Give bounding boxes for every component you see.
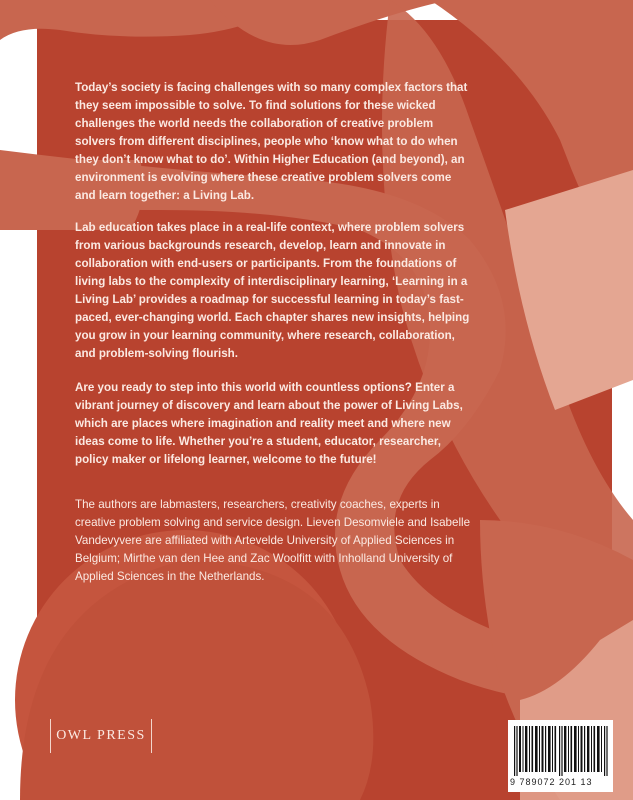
- isbn-number: 9 789072 201 13: [510, 777, 593, 787]
- barcode-bars: [514, 726, 608, 776]
- publisher-logo: [50, 719, 152, 753]
- intro-paragraph: Today’s society is facing challenges with so many complex factors that they seem impossible to solve. To find solutions for these wicked challenges the world needs the collaboration of creative problem solvers from different disciplines, people who ‘know what to do when they don’t know what to do’. Within Higher Education (and beyond), an environment is evolving where these creative problem solvers come and learn together: a Living Lab.: [75, 81, 468, 202]
- authors-paragraph: The authors are labmasters, researchers, creativity coaches, experts in creative problem solving and service design. Lieven Desomviele and Isabelle Vandevyvere are affiliated with Artevelde University of Applied Sciences in Belgium; Mirthe van den Hee and Zac Woolfitt with Inholland University of Applied Sciences in the Netherlands.: [75, 498, 471, 583]
- lab-education-paragraph: Lab education takes place in a real-life context, where problem solvers from various backgrounds research, develop, learn and innovate in collaboration with end-users or participants. From the foundations of living labs to the complexity of interdisciplinary learning, ‘Learning in a Living Lab’ provides a roadmap for successful learning in today’s fast-paced, ever-changing world. Each chapter shares new insights, helping you grow in your learning community, where research, collaboration, and problem-solving flourish.: [75, 221, 470, 360]
- publisher-name: OWL PRESS: [56, 728, 146, 743]
- barcode: [508, 720, 613, 792]
- call-to-action-paragraph: Are you ready to step into this world with countless options? Enter a vibrant journey of discovery and learn about the power of Living Labs, which are places where imagination and reality meet and where new ideas come to life. Whether you’re a student, educator, researcher, policy maker or lifelong learner, welcome to the future!: [75, 381, 463, 466]
